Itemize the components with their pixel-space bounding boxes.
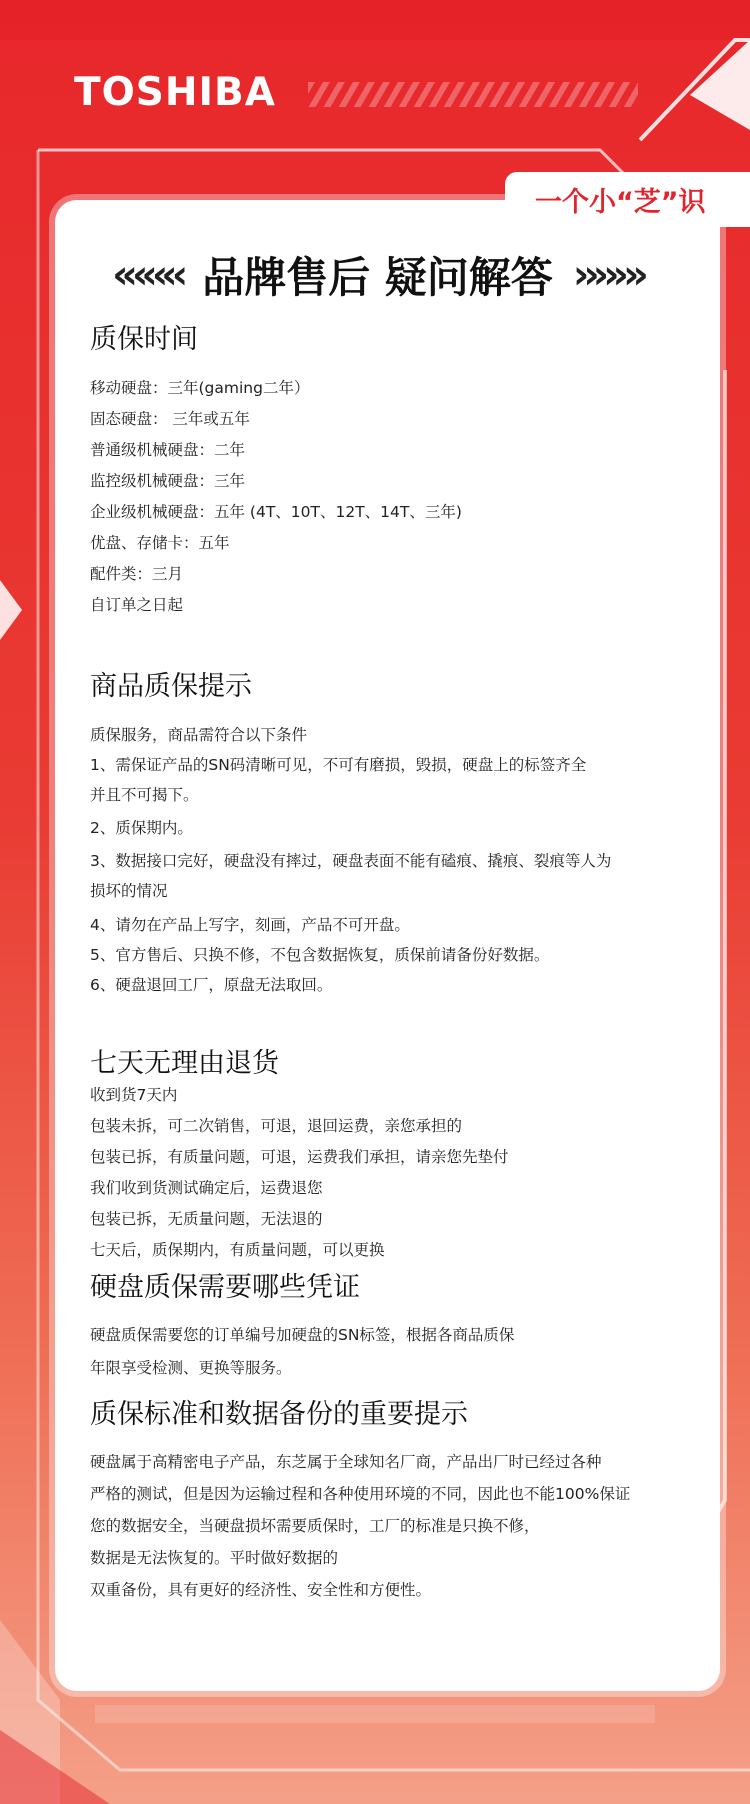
list-item: 您的数据安全，当硬盘损坏需要质保时，工厂的标准是只换不修， xyxy=(90,1517,540,1535)
list-item: 包装已拆，无质量问题，无法退的 xyxy=(90,1210,323,1228)
list-item: 自订单之日起 xyxy=(90,596,184,614)
tagline-text: 一个小“芝”识 xyxy=(535,187,706,218)
section-seven-day-return xyxy=(90,1042,509,1259)
list-item: 硬盘质保需要您的订单编号加硬盘的SN标签，根据各商品质保 xyxy=(90,1326,515,1344)
list-item: 严格的测试，但是因为运输过程和各种使用环境的不同，因此也不能100%保证 xyxy=(90,1485,631,1503)
list-item: 包装已拆，有质量问题，可退，运费我们承担，请亲您先垫付 xyxy=(90,1148,509,1166)
list-item: 2、质保期内。 xyxy=(90,819,193,837)
hatch-decoration xyxy=(308,82,638,107)
section-backup-tips xyxy=(90,1393,631,1599)
chevron-left-icon: «««‹ xyxy=(112,252,183,298)
section-warranty-period xyxy=(90,318,462,614)
list-item: 我们收到货测试确定后，运费退您 xyxy=(90,1179,323,1197)
list-item: 配件类：三月 xyxy=(90,565,184,583)
list-item: 包装未拆，可二次销售，可退，退回运费，亲您承担的 xyxy=(90,1117,463,1135)
list-item: 双重备份，具有更好的经济性、安全性和方便性。 xyxy=(90,1581,432,1599)
toshiba-logo: TOSHIBA xyxy=(74,70,276,115)
list-item: 监控级机械硬盘：三年 xyxy=(90,472,246,490)
list-item: 收到货7天内 xyxy=(90,1086,178,1104)
section-warranty-proof xyxy=(90,1266,515,1377)
section-title: 质保时间 xyxy=(90,324,198,355)
list-item: 4、请勿在产品上写字，刻画，产品不可开盘。 xyxy=(90,916,410,934)
list-item: 优盘、存储卡：五年 xyxy=(90,534,230,552)
tagline-tab xyxy=(505,172,750,227)
section-title: 硬盘质保需要哪些凭证 xyxy=(90,1272,360,1303)
list-item: 硬盘属于高精密电子产品，东芝属于全球知名厂商，产品出厂时已经过各种 xyxy=(90,1453,602,1471)
section-title: 七天无理由退货 xyxy=(90,1048,279,1079)
list-item: 1、需保证产品的SN码清晰可见，不可有磨损，毁损，硬盘上的标签齐全 xyxy=(90,756,587,774)
list-item: 固态硬盘： 三年或五年 xyxy=(90,410,250,428)
list-item: 5、官方售后、只换不修，不包含数据恢复，质保前请备份好数据。 xyxy=(90,946,550,964)
section-title: 商品质保提示 xyxy=(90,671,252,702)
list-item: 年限享受检测、更换等服务。 xyxy=(90,1359,292,1377)
list-item: 七天后，质保期内，有质量问题，可以更换 xyxy=(90,1241,385,1259)
page-heading xyxy=(90,245,665,305)
list-item: 移动硬盘：三年(gaming二年） xyxy=(90,379,310,397)
list-item: 普通级机械硬盘：二年 xyxy=(90,441,246,459)
list-item: 数据是无法恢复的。平时做好数据的 xyxy=(90,1549,339,1567)
list-item: 3、数据接口完好，硬盘没有摔过，硬盘表面不能有磕痕、撬痕、裂痕等人为 xyxy=(90,852,612,870)
list-item: 质保服务，商品需符合以下条件 xyxy=(90,726,308,744)
page-title: 品牌售后 疑问解答 xyxy=(202,253,553,302)
list-item: 并且不可揭下。 xyxy=(90,786,199,804)
section-warranty-tips xyxy=(90,665,612,994)
chevron-right-icon: ›»»» xyxy=(572,252,643,298)
list-item: 6、硬盘退回工厂，原盘无法取回。 xyxy=(90,976,333,994)
list-item: 企业级机械硬盘：五年 (4T、10T、12T、14T、三年) xyxy=(90,503,462,521)
section-title: 质保标准和数据备份的重要提示 xyxy=(90,1399,468,1430)
list-item: 损坏的情况 xyxy=(90,882,168,900)
